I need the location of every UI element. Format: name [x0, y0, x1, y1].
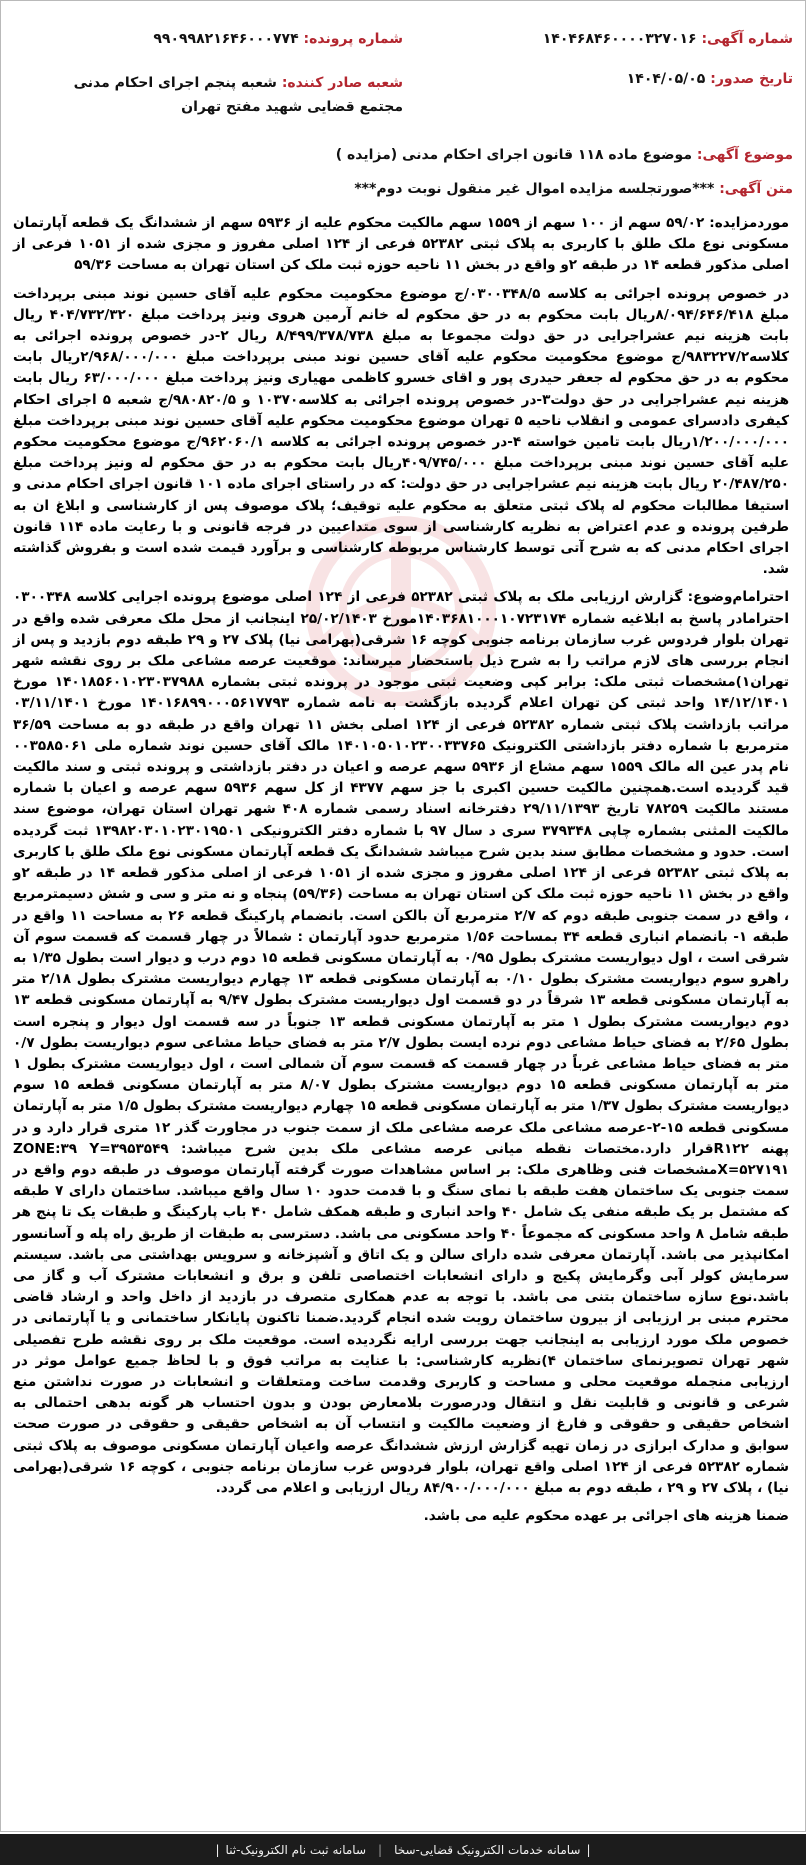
subject-value: موضوع ماده ۱۱۸ قانون اجرای احکام مدنی (مزایده ): [335, 147, 692, 163]
ad-number: [543, 31, 793, 47]
issue-date-value: ۱۴۰۴/۰۵/۰۵: [626, 71, 706, 87]
case-number-value: ۹۹۰۹۹۸۲۱۶۴۶۰۰۰۷۷۴: [153, 31, 299, 47]
issuer-label: شعبه صادر کننده:: [281, 75, 403, 91]
issuer-value: شعبه پنجم اجرای احکام مدنی مجتمع قضایی شهید مفتح تهران: [73, 75, 403, 115]
case-number: [153, 31, 403, 47]
body-paragraph-costs: ضمنا هزینه های اجرائی بر عهده محکوم علیه می باشد.: [423, 1508, 789, 1525]
footer-bar: [0, 1834, 806, 1865]
case-number-label: شماره پرونده:: [303, 31, 403, 47]
ad-text-heading: [354, 181, 793, 197]
footer-link-sana[interactable]: سامانه ثبت نام الکترونیک-ثنا: [225, 1842, 367, 1857]
issue-date: [627, 71, 793, 87]
footer-sep-middle: |: [378, 1842, 383, 1857]
body-paragraph-appraisal: احترامام‌وضوع: گزارش ارزیابی ملک به پلاک ثبتی ۵۲۳۸۲ فرعی از ۱۲۴ اصلی موضوع پرونده اجرایی کلاسه ۰۳۰۰۳۴۸ احترامادر پاسخ به ابلاغیه شماره ۱۴۰۳۶۸۱۰۰۰۱۰۷۲۳۱۷۴مورخ ۲۵/۰۲/۱۴۰۳ اینجانب از محل ملک معرفی شده واقع در تهران بلوار فردوس غرب سازمان برنامه جنوبی کوچه ۱۶ شرقی(بهرامی نیا) پلاک ۲۷ و ۲۹ طبقه دوم بازدید و پس از انجام بررسی های لازم مراتب را به شرح ذیل باستحضار میرساند: موقعیت عرصه مشاعی ملک بر روی نقشه شهر تهران۱)مشخصات ثبتی ملک: برابر کپی وضعیت ثبتی موجود در پرونده ثبتی بشماره ۱۴۰۱۸۵۶۰۱۰۲۳۰۳۷۹۸۸ مورخ ۱۴/۱۲/۱۴۰۱ واحد ثبتی کن تهران اعلام گردیده بازگشت به نامه شماره ۱۴۰۱۶۸۹۹۰۰۰۵۶۱۷۷۹۳ مورخ ۰۳/۱۱/۱۴۰۱ مراتب بازداشت پلاک ثبتی شماره ۵۲۳۸۲ فرعی از ۱۲۴ اصلی بخش ۱۱ تهران واقع در طبقه دو به مساحت ۳۶/۵۹ مترمربع با شماره دفتر بازداشتی الکترونیک ۱۴۰۱۰۵۰۱۰۲۳۰۰۳۳۷۶۵ مالک آقای حسین نوند شماره ملی ۰۰۳۵۸۵۰۶۱ نام پدر عین اله مالک ۱۵۵۹ سهم مشاع از ۵۹۳۶ سهم عرصه و اعیان در دفتر بازداشتی و پرونده ثبتی و سند مالکیت قید گردیده است.همچنین مالکیت حسین اکبری با جز سهم ۴۳۷۷ از کل سهم ۵۹۳۶ سهم عرصه و اعیان با شماره مستند مالکیت ۷۸۲۵۹ تاریخ ۲۹/۱۱/۱۳۹۳ دفترخانه اسناد رسمی شماره ۴۰۸ شهر تهران استان تهران، موضوع سند مالکیت المثنی بشماره چاپی ۳۷۹۳۴۸ سری د سال ۹۷ با شماره دفتر الکترونیکی ۱۳۹۸۲۰۳۰۱۰۲۳۰۱۹۵۰۱ ثبت گردیده است. حدود و مشخصات مطابق سند بدین شرح میباشد ششدانگ یک قطعه آپارتمان مسکونی نوع ملک طلق با کاربری به پلاک ثبتی ۵۲۳۸۲ فرعی از ۱۲۴ اصلی مفروز و مجزی شده از ۱۰۵۱ فرعی از اصلی مذکور قطعه ۱۴ در طبقه ۲و واقع در بخش ۱۱ ناحیه حوزه ثبت ملک کن استان تهران به مساحت (۵۹/۳۶) پنجاه و نه متر و سی و شش دسیمترمربع ، واقع در سمت جنوبی طبقه دوم که ۲/۷ مترمربع آن بالکن است. بانضمام پارکینگ قطعه ۲۶ به مساحت ۱۱ واقع در طبقه ۱- بانضمام انباری قطعه ۳۴ بمساحت ۱/۵۶ مترمربع حدود آپارتمان : شمالاً در چهار قسمت که قسمت سوم آن شرقی است ، اول دیواریست مشترک بطول ۰/۹۵ به آپارتمان مسکونی قطعه ۱۵ دوم درب و دیوار است بطول ۱/۳۵ به راهرو سوم دیواریست مشترک بطول ۰/۱۰ به آپارتمان مسکونی قطعه ۱۳ چهارم دیواریست مشترک بطول ۲/۱۸ متر به آپارتمان مسکونی قطعه ۱۳ شرقاً در دو قسمت اول دیواریست مشترک بطول ۹/۴۷ به آپارتمان مسکونی قطعه ۱۳ دوم دیواریست مشترک بطول ۱ متر به آپارتمان مسکونی قطعه ۱۳ جنوباً در سه قسمت اول دیوار و پنجره است بطول ۲/۶۵ به فضای حیاط مشاعی دوم نرده ایست بطول ۲/۷ متر به فضای حیاط مشاعی سوم دیواریست بطول ۰/۷ متر به فضای حیاط مشاعی غرباً در چهار قسمت که قسمت سوم آن شمالی است ، اول دیواریست مشترک بطول ۱ متر به آپارتمان مسکونی قطعه ۱۵ دوم دیواریست مشترک بطول ۸/۰۷ متر به آپارتمان مسکونی قطعه ۱۵ سوم دیواریست مشترک بطول ۱/۳۷ متر به آپارتمان مسکونی قطعه ۱۵ چهارم دیواریست مشترک بطول ۱/۵ متر به آپارتمان مسکونی قطعه ۱۵-۲-عرصه مشاعی ملک عرصه مشاعی ملک از سمت جنوب در مجاورت گذر ۱۲ متری قرار دارد و در پهنه R۱۲۲قرار دارد.مختصات نقطه میانی عرصه مشاعی ملک بدین شرح میباشد: ZONE:۳۹ Y=۳۹۵۳۵۴۹ X=۵۲۷۱۹۱مشخصات فنی وظاهری ملک: بر اساس مشاهدات صورت گرفته آپارتمان موصوف در طبقه دوم واقع در سمت جنوبی یک ساختمان هفت طبقه با نمای سنگ و با قدمت حدود ۱۰ سال واقع میباشد. ساختمان دارای ۷ طبقه که مشتمل بر یک طبقه منفی یک شامل ۴۰ واحد انباری و طبقه همکف شامل ۴۰ باب پارکینگ و طبقات یک تا پنج هر طبقه شامل ۸ واحد مسکونی که مجموعاً ۴۰ واحد مسکونی می باشد. دسترسی به طبقات از طریق راه پله و آسانسور امکانپذیر می باشد. آپارتمان معرفی شده دارای سالن و یک اتاق و آشپزخانه و سرویس بهداشتی می باشد. سیستم سرمایش کولر آبی وگرمایش پکیج و دارای انشعابات اختصاصی تلفن و برق و انشعابات مشترک آب و گاز می باشد.نوع سازه ساختمان بتنی می باشد. با توجه به عدم همکاری متصرف در بازدید از داخل واحد و ارشاد قاضی محترم مبنی بر ارزیابی از بیرون ساختمان رویت شده انجام گردید.ضمنا تاکنون پایانکار ساختمانی و یا آپارتمانی در خصوص ملک مورد ارزیابی به اینجانب جهت بررسی ارایه نگردیده است. موقعیت ملک بر روی نقشه طرح تفصیلی شهر تهران تصویرنمای ساختمان ۴)نظریه کارشناسی: با عنایت به مراتب فوق و با لحاظ جمیع عوامل موثر در ارزیابی منجمله موقعیت محلی و مساحت و کاربری وقدمت ساخت ومتعلقات و انشعابات در صورت نداشتن منع شرعی و قانونی و قابلیت نقل و انتقال ودرصورت بلامعارض بودن و بدون احتساب هر گونه بدهی احتمالی به اشخاص حقیقی و حقوقی و فارغ از وضعیت مالکیت و انتساب آن به اشخاص حقیقی و حقوقی در صورت صحت سوابق و مدارک ابرازی در زمان تهیه گزارش ارزش ششدانگ عرصه واعیان آپارتمان مسکونی موصوف به پلاک ثبتی شماره ۵۲۳۸۲ فرعی از ۱۲۴ اصلی واقع تهران، بلوار فردوس غرب سازمان برنامه جنوبی ، کوچه ۱۶ شرقی(بهرامی نیا) ، پلاک ۲۷ و ۲۹ ، طبقه دوم به مبلغ ۸۴/۹۰۰/۰۰۰/۰۰۰ ریال ارزیابی و اعلام می گردد.: [13, 589, 790, 1496]
ad-text-value: ***صورتجلسه مزایده اموال غیر منقول نوبت دوم***: [354, 181, 715, 197]
issuer: [31, 71, 403, 119]
issue-date-label: تاریخ صدور:: [710, 71, 793, 87]
body-paragraph-subject: موردمزایده: ۵۹/۰۲ سهم از ۱۰۰ سهم از ۱۵۵۹ سهم مالکیت محکوم علیه از ۵۹۳۶ سهم از ششدانگ یک قطعه آپارتمان مسکونی نوع ملک طلق با کاربری به پلاک ثبتی ۵۲۳۸۲ فرعی از ۱۲۴ اصلی مفروز و مجزی شده از ۱۰۵۱ فرعی از اصلی مذکور قطعه ۱۴ در طبقه ۲و واقع در بخش ۱۱ ناحیه حوزه ثبت ملک کن استان تهران به مساحت ۵۹/۳۶: [13, 215, 789, 274]
ad-number-label: شماره آگهی:: [701, 31, 793, 47]
body-paragraph-cases: در خصوص پرونده اجرائی به کلاسه ۰۳۰۰۳۴۸/۵/ج موضوع محکومیت محکوم علیه آقای حسین نوند مبنی برپرداخت مبلغ ۸/۰۹۴/۶۴۶/۴۱۸ریال بابت محکوم به در حق محکوم له خانم آرمین هروی ونیز پرداخت مبلغ ۴۰۴/۷۳۲/۳۲۰ ریال بابت هزینه نیم عشراجرایی در حق دولت مجموعا به مبلغ ۸/۴۹۹/۳۷۸/۷۳۸ ریال ۲-در خصوص پرونده اجرائی به کلاسه۹۸۳۲۲۷/۲/ج موضوع محکومیت محکوم علیه آقای حسین نوند مبنی برپرداخت مبلغ ۲/۹۶۸/۰۰۰/۰۰۰ریال بابت محکوم به در حق محکوم له جعفر حیدری پور و اقای خسرو کاظمی مهیاری ونیز پرداخت مبلغ ۶۳/۰۰۰/۰۰۰ ریال بابت هزینه نیم عشراجرایی در حق دولت۳-در خصوص پرونده اجرائی به کلاسه۱۰۳۷۰ و ۹۸۰۸۲۰/۵/ج شعبه ۵ اجرای احکام کیفری دادسرای عمومی و انقلاب ناحیه ۵ تهران موضوع محکومیت محکوم علیه آقای حسین نوند مبنی برپرداخت مبلغ ۱/۲۰۰/۰۰۰/۰۰۰ریال بابت تامین خواسته ۴-در خصوص پرونده اجرائی به کلاسه ۹۶۲۰۶۰/۱/ج موضوع محکومیت محکوم علیه آقای حسین نوند مبنی برپرداخت مبلغ ۴۰۹/۷۴۵/۰۰۰ریال بابت محکوم به در حق محکوم له ونیز پرداخت مبلغ ۲۰/۴۸۷/۲۵۰ ریال بابت هزینه نیم عشراجرایی در حق دولت: که در راستای اجرای ماده ۱۰۱ قانون اجرای احکام مدنی و استیفا مطالبات محکوم له پلاک ثبتی متعلق به محکوم علیه توقیف؛ پلاک موصوف پس از کارشناسی و ابلاغ ان به طرفین پرونده و عدم اعتراض به نظریه کارشناسی از سوی متداعیین در فرجه قانونی و با رعایت ماده ۱۱۴ قانون اجرای احکام مدنی که به شرح آتی توسط کارشناس مربوطه کارشناسی و برآورد قیمت شده است و بفروش گذاشته شد.: [13, 285, 790, 578]
footer-sep-right: |: [586, 1842, 591, 1857]
ad-body: [13, 213, 789, 1534]
ad-subject: [336, 147, 793, 163]
subject-label: موضوع آگهی:: [696, 147, 793, 163]
footer-link-sakha[interactable]: سامانه خدمات الکترونیک قضایی-سخا: [394, 1842, 581, 1857]
ad-text-label: متن آگهی:: [719, 181, 793, 197]
ad-number-value: ۱۴۰۴۶۸۴۶۰۰۰۰۳۲۷۰۱۶: [542, 31, 697, 47]
footer-sep-left: |: [215, 1842, 220, 1857]
